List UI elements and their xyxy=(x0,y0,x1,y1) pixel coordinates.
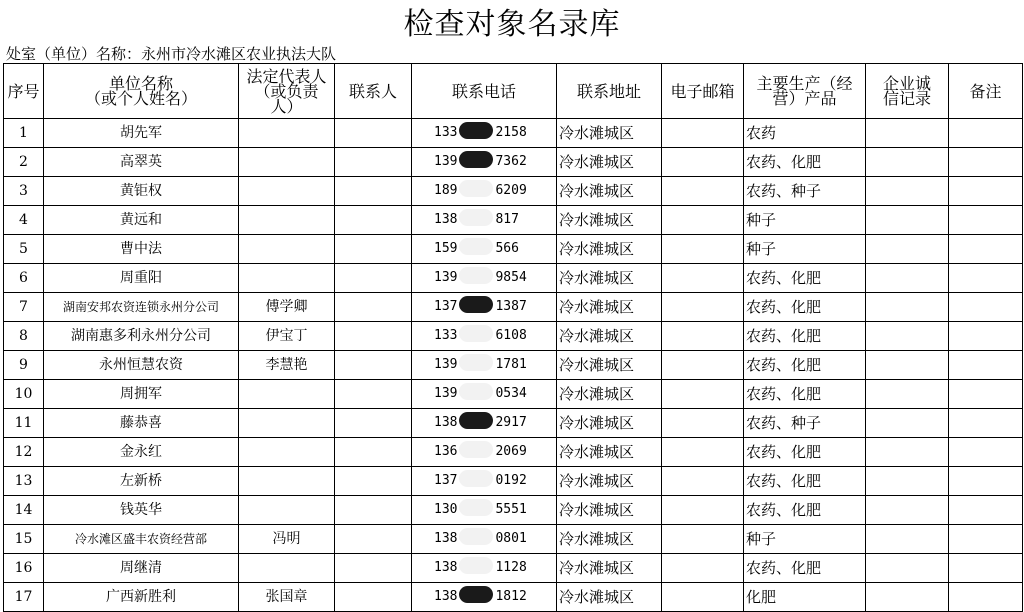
cell-remark xyxy=(949,264,1023,293)
cell-seq: 2 xyxy=(4,148,44,177)
cell-credit xyxy=(866,177,949,206)
redaction-mask xyxy=(459,470,493,487)
cell-name: 周重阳 xyxy=(44,264,239,293)
cell-product: 种子 xyxy=(744,525,866,554)
cell-seq: 7 xyxy=(4,293,44,322)
cell-contact xyxy=(335,583,412,612)
cell-remark xyxy=(949,351,1023,380)
cell-rep xyxy=(239,467,335,496)
table-row xyxy=(4,583,1023,612)
cell-email xyxy=(662,293,744,322)
cell-seq: 6 xyxy=(4,264,44,293)
cell-address: 冷水滩城区 xyxy=(557,496,662,525)
cell-seq: 3 xyxy=(4,177,44,206)
phone-suffix: 1781 xyxy=(495,357,527,372)
cell-remark xyxy=(949,293,1023,322)
cell-credit xyxy=(866,496,949,525)
cell-phone xyxy=(412,119,557,148)
cell-remark xyxy=(949,148,1023,177)
cell-name: 左新桥 xyxy=(44,467,239,496)
cell-email xyxy=(662,148,744,177)
cell-remark xyxy=(949,438,1023,467)
cell-rep xyxy=(239,148,335,177)
cell-contact xyxy=(335,409,412,438)
phone-prefix: 138 xyxy=(434,531,458,546)
cell-remark xyxy=(949,206,1023,235)
table-row xyxy=(4,554,1023,583)
phone-suffix: 9854 xyxy=(495,270,527,285)
cell-contact xyxy=(335,467,412,496)
cell-rep: 张国章 xyxy=(239,583,335,612)
phone-suffix: 7362 xyxy=(495,154,527,169)
cell-email xyxy=(662,438,744,467)
cell-email xyxy=(662,264,744,293)
cell-credit xyxy=(866,409,949,438)
cell-address: 冷水滩城区 xyxy=(557,322,662,351)
cell-address: 冷水滩城区 xyxy=(557,148,662,177)
cell-product: 种子 xyxy=(744,235,866,264)
cell-rep xyxy=(239,206,335,235)
cell-contact xyxy=(335,206,412,235)
table-row xyxy=(4,264,1023,293)
cell-remark xyxy=(949,380,1023,409)
header-product: 主要生产（经 营）产品 xyxy=(744,64,866,119)
cell-address: 冷水滩城区 xyxy=(557,177,662,206)
cell-contact xyxy=(335,264,412,293)
cell-product: 农药、化肥 xyxy=(744,148,866,177)
cell-email xyxy=(662,583,744,612)
cell-rep xyxy=(239,380,335,409)
cell-address: 冷水滩城区 xyxy=(557,438,662,467)
phone-prefix: 139 xyxy=(434,357,458,372)
phone-prefix: 133 xyxy=(434,328,458,343)
header-remark: 备注 xyxy=(949,64,1023,119)
cell-remark xyxy=(949,409,1023,438)
cell-product: 农药、化肥 xyxy=(744,467,866,496)
redaction-mask xyxy=(459,557,493,574)
cell-seq: 11 xyxy=(4,409,44,438)
cell-phone xyxy=(412,322,557,351)
cell-name: 钱英华 xyxy=(44,496,239,525)
phone-suffix: 0192 xyxy=(495,473,527,488)
header-row xyxy=(4,64,1023,119)
redaction-mask xyxy=(459,383,493,400)
cell-name: 藤恭喜 xyxy=(44,409,239,438)
cell-contact xyxy=(335,554,412,583)
cell-phone xyxy=(412,264,557,293)
cell-seq: 1 xyxy=(4,119,44,148)
cell-contact xyxy=(335,177,412,206)
cell-rep xyxy=(239,438,335,467)
cell-rep: 傅学卿 xyxy=(239,293,335,322)
cell-credit xyxy=(866,554,949,583)
header-email: 电子邮箱 xyxy=(662,64,744,119)
cell-product: 农药、化肥 xyxy=(744,380,866,409)
cell-remark xyxy=(949,496,1023,525)
redaction-mask xyxy=(459,209,493,226)
cell-email xyxy=(662,467,744,496)
cell-address: 冷水滩城区 xyxy=(557,467,662,496)
cell-seq: 12 xyxy=(4,438,44,467)
redaction-mask xyxy=(459,528,493,545)
cell-email xyxy=(662,119,744,148)
cell-seq: 16 xyxy=(4,554,44,583)
table-row xyxy=(4,293,1023,322)
header-contact: 联系人 xyxy=(335,64,412,119)
redaction-mask xyxy=(459,151,493,168)
header-credit: 企业诚 信记录 xyxy=(866,64,949,119)
cell-address: 冷水滩城区 xyxy=(557,264,662,293)
phone-suffix: 5551 xyxy=(495,502,527,517)
cell-phone xyxy=(412,496,557,525)
cell-address: 冷水滩城区 xyxy=(557,206,662,235)
phone-suffix: 6209 xyxy=(495,183,527,198)
cell-email xyxy=(662,351,744,380)
cell-contact xyxy=(335,293,412,322)
cell-remark xyxy=(949,322,1023,351)
phone-suffix: 0534 xyxy=(495,386,527,401)
cell-remark xyxy=(949,177,1023,206)
cell-phone xyxy=(412,583,557,612)
cell-email xyxy=(662,322,744,351)
cell-address: 冷水滩城区 xyxy=(557,583,662,612)
cell-product: 农药、化肥 xyxy=(744,438,866,467)
redaction-mask xyxy=(459,180,493,197)
cell-credit xyxy=(866,235,949,264)
header-address: 联系地址 xyxy=(557,64,662,119)
phone-prefix: 159 xyxy=(434,241,458,256)
cell-phone xyxy=(412,525,557,554)
cell-address: 冷水滩城区 xyxy=(557,293,662,322)
table-row xyxy=(4,148,1023,177)
cell-email xyxy=(662,235,744,264)
cell-credit xyxy=(866,380,949,409)
cell-rep xyxy=(239,264,335,293)
cell-rep: 伊宝丁 xyxy=(239,322,335,351)
cell-email xyxy=(662,409,744,438)
cell-product: 农药、种子 xyxy=(744,409,866,438)
header-rep: 法定代表人 （或负责 人） xyxy=(239,64,335,119)
cell-credit xyxy=(866,525,949,554)
cell-credit xyxy=(866,583,949,612)
cell-contact xyxy=(335,380,412,409)
cell-email xyxy=(662,554,744,583)
cell-rep xyxy=(239,409,335,438)
redaction-mask xyxy=(459,441,493,458)
cell-contact xyxy=(335,322,412,351)
cell-product: 农药、化肥 xyxy=(744,351,866,380)
phone-suffix: 0801 xyxy=(495,531,527,546)
cell-seq: 14 xyxy=(4,496,44,525)
phone-suffix: 566 xyxy=(495,241,519,256)
cell-name: 永州恒慧农资 xyxy=(44,351,239,380)
redaction-mask xyxy=(459,354,493,371)
redaction-mask xyxy=(459,499,493,516)
cell-name: 湖南惠多利永州分公司 xyxy=(44,322,239,351)
cell-address: 冷水滩城区 xyxy=(557,409,662,438)
phone-prefix: 139 xyxy=(434,154,458,169)
cell-contact xyxy=(335,148,412,177)
cell-name: 湖南安邦农资连锁永州分公司 xyxy=(44,293,239,322)
table-row xyxy=(4,177,1023,206)
cell-remark xyxy=(949,119,1023,148)
cell-rep: 冯明 xyxy=(239,525,335,554)
table-row xyxy=(4,206,1023,235)
phone-prefix: 136 xyxy=(434,444,458,459)
cell-seq: 5 xyxy=(4,235,44,264)
cell-contact xyxy=(335,235,412,264)
table-row xyxy=(4,525,1023,554)
cell-rep xyxy=(239,496,335,525)
inspection-table xyxy=(3,63,1023,612)
unit-name-line: 处室（单位）名称：永州市冷水滩区农业执法大队 xyxy=(6,45,337,63)
redaction-mask xyxy=(459,586,493,603)
cell-name: 周继清 xyxy=(44,554,239,583)
phone-prefix: 133 xyxy=(434,125,458,140)
cell-phone xyxy=(412,351,557,380)
cell-product: 化肥 xyxy=(744,583,866,612)
cell-contact xyxy=(335,438,412,467)
table-row xyxy=(4,380,1023,409)
cell-email xyxy=(662,177,744,206)
cell-product: 农药、化肥 xyxy=(744,293,866,322)
cell-rep xyxy=(239,177,335,206)
cell-credit xyxy=(866,119,949,148)
cell-phone xyxy=(412,206,557,235)
cell-remark xyxy=(949,583,1023,612)
cell-phone xyxy=(412,293,557,322)
phone-suffix: 1387 xyxy=(495,299,527,314)
cell-seq: 17 xyxy=(4,583,44,612)
phone-suffix: 2069 xyxy=(495,444,527,459)
cell-credit xyxy=(866,206,949,235)
cell-rep: 李慧艳 xyxy=(239,351,335,380)
cell-name: 黄钜权 xyxy=(44,177,239,206)
cell-name: 周拥军 xyxy=(44,380,239,409)
cell-rep xyxy=(239,235,335,264)
table-row xyxy=(4,409,1023,438)
cell-product: 农药、种子 xyxy=(744,177,866,206)
cell-email xyxy=(662,525,744,554)
cell-credit xyxy=(866,467,949,496)
cell-phone xyxy=(412,235,557,264)
cell-address: 冷水滩城区 xyxy=(557,554,662,583)
cell-remark xyxy=(949,235,1023,264)
cell-product: 农药 xyxy=(744,119,866,148)
cell-name: 黄远和 xyxy=(44,206,239,235)
cell-email xyxy=(662,380,744,409)
phone-suffix: 6108 xyxy=(495,328,527,343)
table-row xyxy=(4,322,1023,351)
cell-name: 胡先军 xyxy=(44,119,239,148)
redaction-mask xyxy=(459,412,493,429)
phone-prefix: 138 xyxy=(434,589,458,604)
cell-name: 金永红 xyxy=(44,438,239,467)
table-row xyxy=(4,235,1023,264)
redaction-mask xyxy=(459,296,493,313)
cell-product: 农药、化肥 xyxy=(744,554,866,583)
phone-suffix: 1128 xyxy=(495,560,527,575)
phone-prefix: 137 xyxy=(434,473,458,488)
cell-address: 冷水滩城区 xyxy=(557,380,662,409)
table-row xyxy=(4,119,1023,148)
phone-prefix: 130 xyxy=(434,502,458,517)
cell-contact xyxy=(335,525,412,554)
phone-suffix: 1812 xyxy=(495,589,527,604)
cell-remark xyxy=(949,467,1023,496)
phone-prefix: 139 xyxy=(434,386,458,401)
phone-prefix: 138 xyxy=(434,212,458,227)
phone-prefix: 138 xyxy=(434,560,458,575)
cell-name: 冷水滩区盛丰农资经营部 xyxy=(44,525,239,554)
cell-phone xyxy=(412,554,557,583)
cell-remark xyxy=(949,554,1023,583)
table-row xyxy=(4,496,1023,525)
cell-address: 冷水滩城区 xyxy=(557,525,662,554)
phone-suffix: 817 xyxy=(495,212,519,227)
phone-prefix: 139 xyxy=(434,270,458,285)
cell-email xyxy=(662,496,744,525)
header-seq: 序号 xyxy=(4,64,44,119)
cell-phone xyxy=(412,380,557,409)
cell-contact xyxy=(335,496,412,525)
phone-suffix: 2917 xyxy=(495,415,527,430)
redaction-mask xyxy=(459,238,493,255)
phone-prefix: 138 xyxy=(434,415,458,430)
table-row xyxy=(4,438,1023,467)
cell-credit xyxy=(866,148,949,177)
cell-phone xyxy=(412,148,557,177)
cell-credit xyxy=(866,438,949,467)
cell-name: 曹中法 xyxy=(44,235,239,264)
cell-seq: 15 xyxy=(4,525,44,554)
cell-contact xyxy=(335,119,412,148)
cell-address: 冷水滩城区 xyxy=(557,235,662,264)
page-title: 检查对象名录库 xyxy=(403,7,621,42)
cell-seq: 9 xyxy=(4,351,44,380)
header-name: 单位名称 （或个人姓名） xyxy=(44,64,239,119)
phone-suffix: 2158 xyxy=(495,125,527,140)
redaction-mask xyxy=(459,267,493,284)
phone-prefix: 189 xyxy=(434,183,458,198)
cell-remark xyxy=(949,525,1023,554)
cell-phone xyxy=(412,438,557,467)
cell-credit xyxy=(866,293,949,322)
redaction-mask xyxy=(459,325,493,342)
cell-credit xyxy=(866,351,949,380)
cell-address: 冷水滩城区 xyxy=(557,119,662,148)
cell-rep xyxy=(239,119,335,148)
cell-email xyxy=(662,206,744,235)
cell-rep xyxy=(239,554,335,583)
cell-product: 种子 xyxy=(744,206,866,235)
redaction-mask xyxy=(459,122,493,139)
cell-seq: 13 xyxy=(4,467,44,496)
cell-seq: 4 xyxy=(4,206,44,235)
table-row xyxy=(4,467,1023,496)
cell-name: 高翠英 xyxy=(44,148,239,177)
cell-seq: 10 xyxy=(4,380,44,409)
cell-address: 冷水滩城区 xyxy=(557,351,662,380)
table-row xyxy=(4,351,1023,380)
header-phone: 联系电话 xyxy=(412,64,557,119)
cell-seq: 8 xyxy=(4,322,44,351)
cell-phone xyxy=(412,467,557,496)
cell-phone xyxy=(412,409,557,438)
cell-credit xyxy=(866,322,949,351)
cell-phone xyxy=(412,177,557,206)
cell-product: 农药、化肥 xyxy=(744,322,866,351)
cell-product: 农药、化肥 xyxy=(744,264,866,293)
phone-prefix: 137 xyxy=(434,299,458,314)
cell-credit xyxy=(866,264,949,293)
cell-name: 广西新胜利 xyxy=(44,583,239,612)
cell-product: 农药、化肥 xyxy=(744,496,866,525)
cell-contact xyxy=(335,351,412,380)
